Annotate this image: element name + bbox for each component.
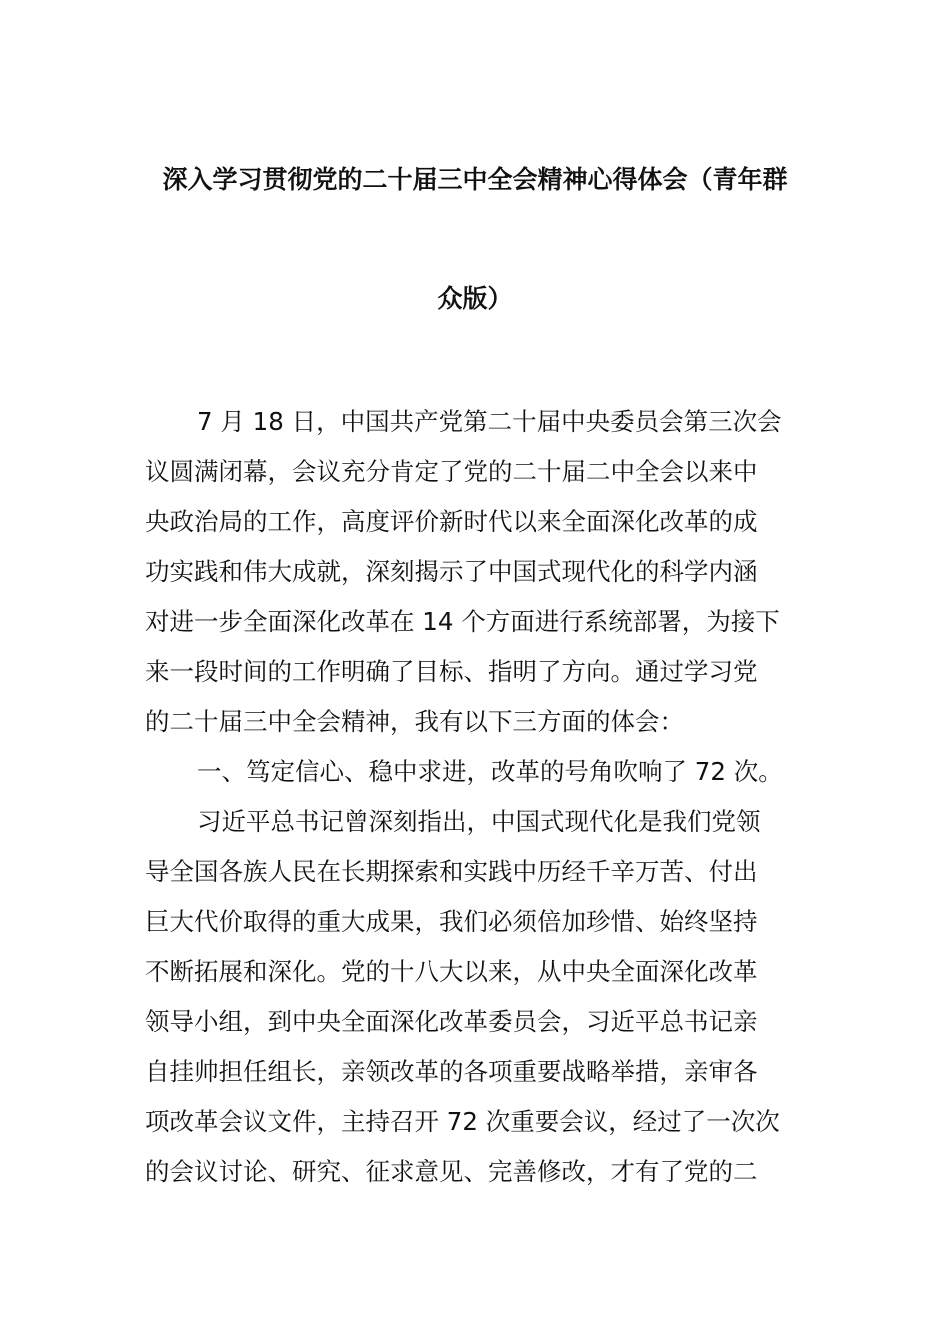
section-heading: 一、笃定信心、稳中求进，改革的号角吹响了 72 次。 bbox=[197, 757, 783, 786]
paragraph-line: 导全国各族人民在长期探索和实践中历经千辛万苦、付出 bbox=[145, 857, 758, 886]
paragraph-line: 对进一步全面深化改革在 14 个方面进行系统部署，为接下 bbox=[145, 607, 780, 636]
paragraph-line: 央政治局的工作，高度评价新时代以来全面深化改革的成 bbox=[145, 507, 758, 536]
paragraph-line: 功实践和伟大成就，深刻揭示了中国式现代化的科学内涵 bbox=[145, 557, 758, 586]
paragraph-line: 自挂帅担任组长，亲领改革的各项重要战略举措，亲审各 bbox=[145, 1057, 758, 1086]
paragraph-line: 7 月 18 日，中国共产党第二十届中央委员会第三次会 bbox=[197, 407, 782, 436]
document-body bbox=[145, 405, 810, 1205]
paragraph-line: 议圆满闭幕，会议充分肯定了党的二十届二中全会以来中 bbox=[145, 457, 758, 486]
paragraph-line: 的二十届三中全会精神，我有以下三方面的体会： bbox=[145, 707, 684, 736]
paragraph-line: 巨大代价取得的重大成果，我们必须倍加珍惜、始终坚持 bbox=[145, 907, 758, 936]
paragraph-line: 习近平总书记曾深刻指出，中国式现代化是我们党领 bbox=[197, 807, 761, 836]
paragraph-line: 不断拓展和深化。党的十八大以来，从中央全面深化改革 bbox=[145, 957, 758, 986]
paragraph-line: 的会议讨论、研究、征求意见、完善修改，才有了党的二 bbox=[145, 1157, 758, 1186]
paragraph-line: 领导小组，到中央全面深化改革委员会，习近平总书记亲 bbox=[145, 1007, 758, 1036]
paragraph-line: 项改革会议文件，主持召开 72 次重要会议，经过了一次次 bbox=[145, 1107, 780, 1136]
document-title-line-1: 深入学习贯彻党的二十届三中全会精神心得体会（青年群 bbox=[162, 165, 788, 194]
paragraph-line: 来一段时间的工作明确了目标、指明了方向。通过学习党 bbox=[145, 657, 758, 686]
document-title-line-2: 众版） bbox=[437, 284, 513, 313]
